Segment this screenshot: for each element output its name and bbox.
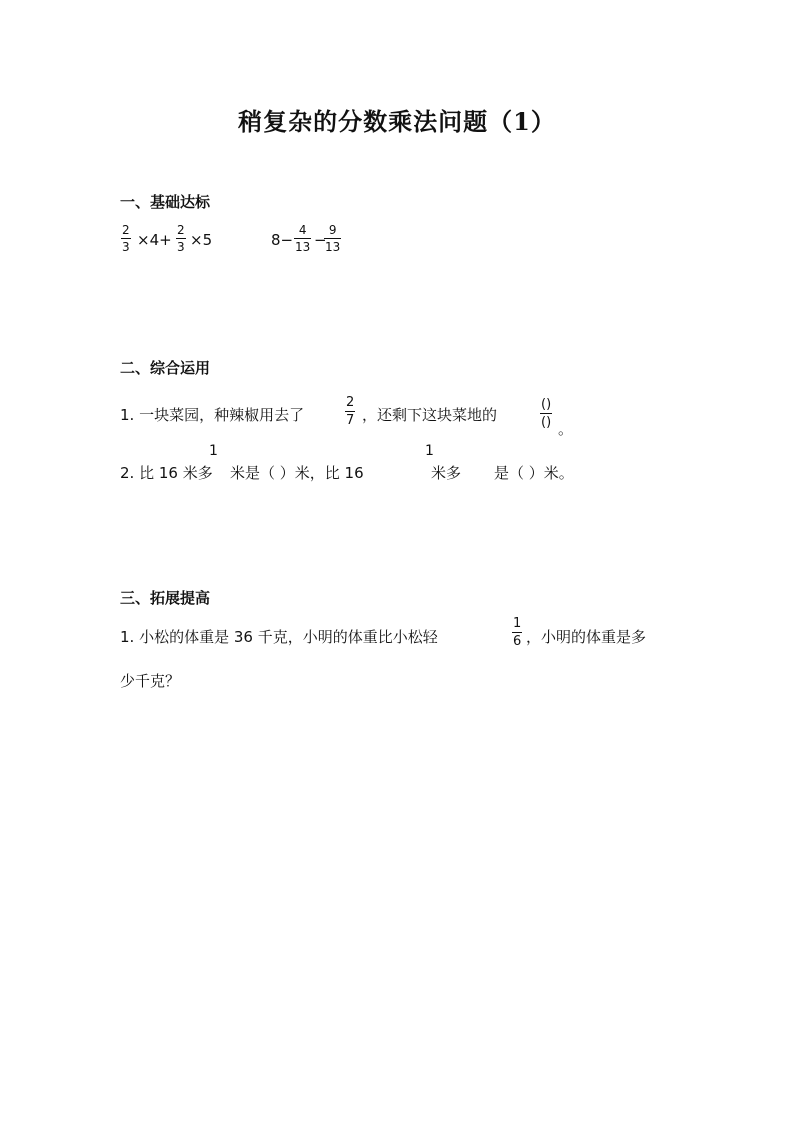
expression-text: ×5 <box>190 231 213 249</box>
denominator: 7 <box>346 413 355 428</box>
numerator-blank[interactable]: () <box>541 397 552 412</box>
expression-text: ×4+ <box>137 231 172 249</box>
denominator: 13 <box>325 240 341 254</box>
fraction-numerator: 1 <box>425 443 434 459</box>
section-heading-applied: 二、综合运用 <box>120 359 211 377</box>
fraction <box>121 224 131 253</box>
denominator: 13 <box>295 240 311 254</box>
numerator: 2 <box>177 223 185 237</box>
numerator: 4 <box>298 223 307 237</box>
expression-text: − <box>314 231 327 249</box>
denominator: 3 <box>122 240 130 254</box>
numerator: 1 <box>513 616 522 631</box>
fraction <box>512 617 522 648</box>
denominator: 6 <box>513 634 522 649</box>
numerator: 2 <box>122 223 130 237</box>
denominator: 3 <box>177 240 185 254</box>
fraction <box>324 224 341 253</box>
fraction <box>176 224 186 253</box>
question-text: ，小明的体重是多 <box>526 628 647 646</box>
question-text: ，还剩下这块菜地的 <box>362 406 498 424</box>
question-text: 米多 <box>431 464 462 482</box>
numerator: 2 <box>346 395 355 410</box>
section-heading-extension: 三、拓展提高 <box>120 589 211 607</box>
numerator: 9 <box>328 223 337 237</box>
answer-blank-fraction[interactable] <box>540 398 552 429</box>
question-text[interactable]: 米是（ ）米，比 16 <box>230 464 364 482</box>
section-heading-basic: 一、基础达标 <box>120 193 211 211</box>
expression-text: 8− <box>271 231 294 249</box>
fraction <box>294 224 311 253</box>
question-text: 2. 比 16 米多 <box>120 464 213 482</box>
fraction-numerator: 1 <box>209 443 218 459</box>
denominator-blank[interactable]: () <box>541 415 552 430</box>
question-text: 少千克？ <box>120 672 181 690</box>
question-text[interactable]: 是（ ）米。 <box>494 464 574 482</box>
question-text: 。 <box>558 420 574 438</box>
question-text: 1. 小松的体重是 36 千克，小明的体重比小松轻 <box>120 628 438 646</box>
fraction <box>345 396 355 427</box>
question-text: 1. 一块菜园，种辣椒用去了 <box>120 406 305 424</box>
page-title: 稍复杂的分数乘法问题（1） <box>238 107 556 136</box>
